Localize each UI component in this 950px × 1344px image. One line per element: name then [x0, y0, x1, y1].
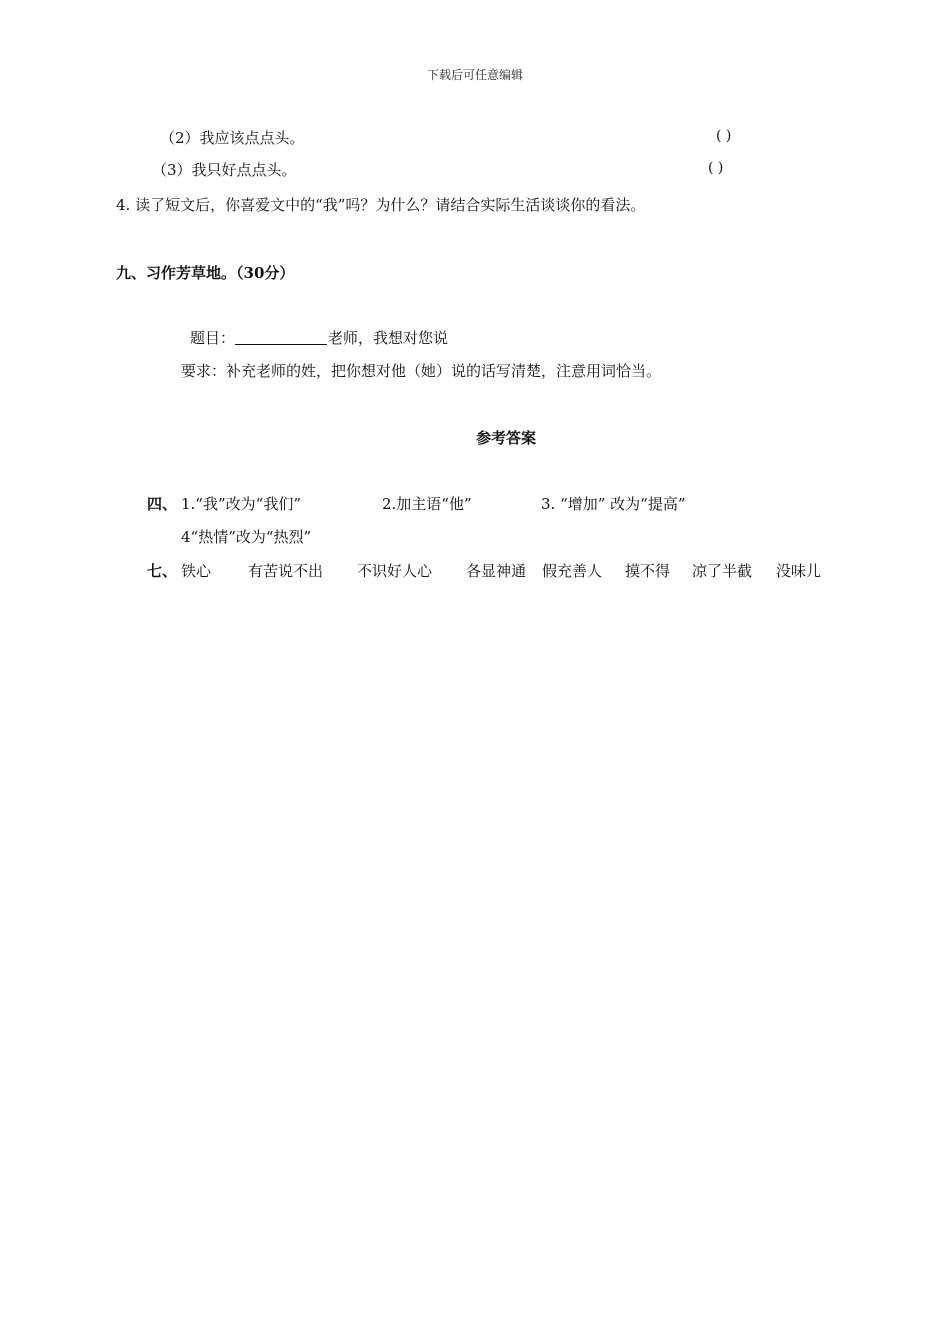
answer-seven-item-5: 假充善人 — [542, 562, 603, 580]
answers-heading: 参考答案 — [476, 429, 537, 447]
answer-seven-item-6: 摸不得 — [625, 562, 671, 580]
answer-seven-item-1: 铁心 — [181, 562, 212, 580]
answer-seven-label: 七、 — [147, 562, 178, 580]
answer-seven-item-4: 各显神通 — [466, 562, 527, 580]
answer-seven-item-8: 没味儿 — [776, 562, 822, 580]
question-item-2: （2）我应该点点头。 — [160, 129, 305, 147]
fill-blank — [235, 329, 327, 345]
answer-four-item-2: 2.加主语“他” — [382, 495, 472, 513]
composition-title — [190, 327, 448, 348]
question-4: 4. 读了短文后，你喜爱文中的“我”吗？为什么？请结合实际生活谈谈你的看法。 — [116, 196, 646, 214]
answer-seven-item-3: 不识好人心 — [357, 562, 433, 580]
composition-requirement: 要求：补充老师的姓，把你想对他（她）说的话写清楚，注意用词恰当。 — [181, 362, 662, 380]
section-9-heading: 九、习作芳草地。（30分） — [116, 264, 295, 282]
title-label: 题目： — [190, 329, 236, 347]
title-suffix: 老师，我想对您说 — [328, 329, 449, 347]
page-header: 下载后可任意编辑 — [426, 68, 523, 82]
answer-bracket-2: ( ) — [716, 128, 732, 144]
question-item-3: （3）我只好点点头。 — [152, 161, 297, 179]
answer-four-item-4: 4“热情”改为“热烈” — [181, 528, 312, 546]
answer-four-label: 四、 — [147, 495, 178, 513]
answer-four-item-3: 3. “增加” 改为“提高” — [541, 495, 686, 513]
answer-seven-item-7: 凉了半截 — [692, 562, 753, 580]
answer-bracket-3: ( ) — [708, 160, 724, 176]
answer-seven-item-2: 有苦说不出 — [248, 562, 324, 580]
answer-four-item-1: 1.“我”改为“我们” — [181, 495, 301, 513]
